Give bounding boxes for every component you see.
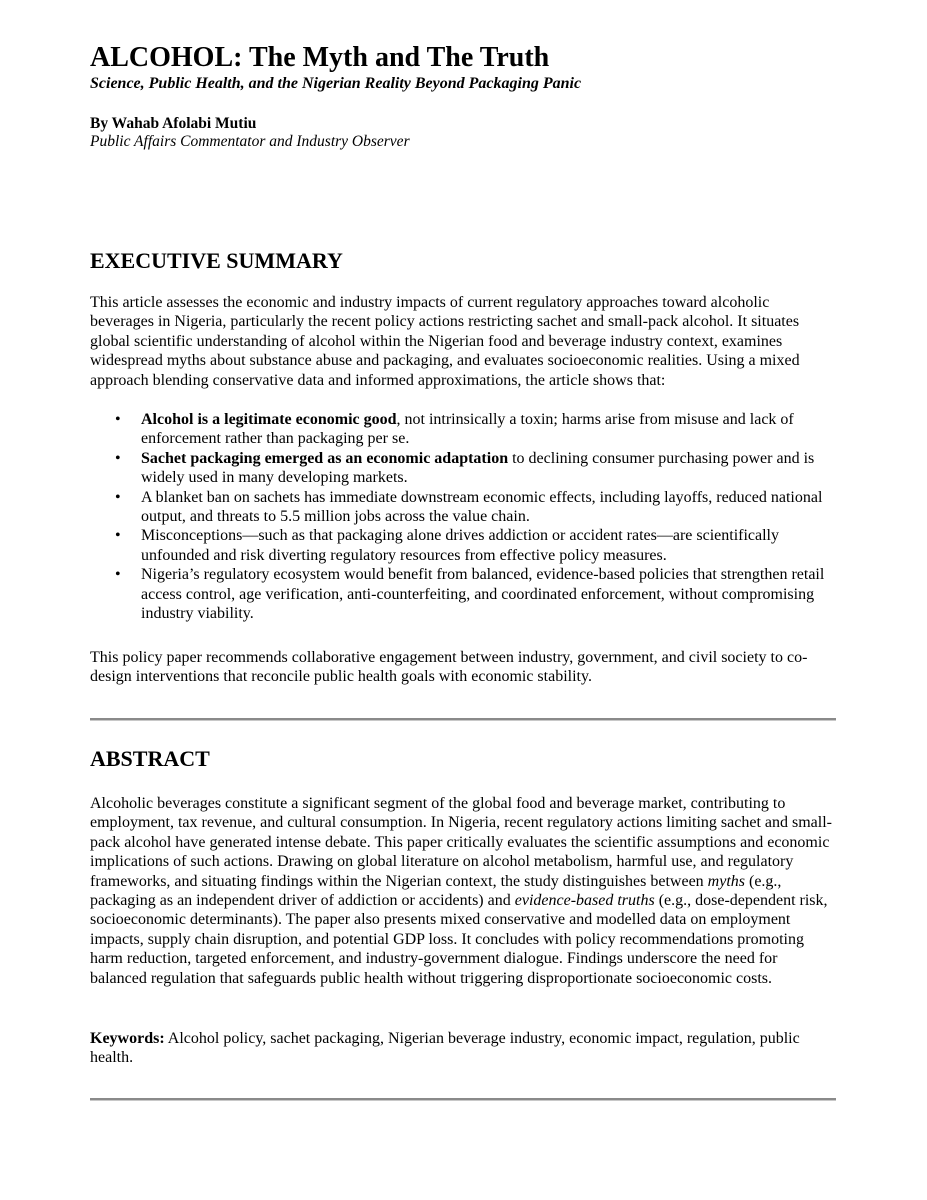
- executive-summary-closing: This policy paper recommends collaborative engagement between industry, government, and civil society to co-design interventions that reconcile public health goals with economic stability.: [90, 649, 808, 686]
- bullet-item: [90, 410, 836, 449]
- bullet-text: Nigeria’s regulatory ecosystem would benefit from balanced, evidence-based policies that strengthen retail access control, age verification, anti-counterfeiting, and coordinated enforcement, without compromising industry viability.: [141, 566, 825, 623]
- abstract-text: (e.g., packaging as an independent driver of addiction or accidents) and: [90, 872, 782, 910]
- executive-summary-heading: EXECUTIVE SUMMARY: [90, 248, 343, 273]
- document-subtitle: Science, Public Health, and the Nigerian Reality Beyond Packaging Panic: [90, 75, 582, 92]
- abstract-text: (e.g., dose-dependent risk, socioeconomic determinants). The paper also presents mixed conservative and modelled data on employment impacts, supply chain disruption, and potential GDP loss. It concludes with policy recommendations promoting harm reduction, targeted enforcement, and industry-government dialogue. Findings underscore the need for balanced regulation that safeguards public health without triggering disproportionate socioeconomic costs.: [90, 892, 828, 987]
- bullet-item: [90, 526, 836, 565]
- executive-summary-intro: This article assesses the economic and industry impacts of current regulatory approaches toward alcoholic beverages in Nigeria, particularly the recent policy actions restricting sachet and small-pack alcohol. It situates global scientific understanding of alcohol within the Nigerian food and beverage industry context, examines widespread myths about substance abuse and packaging, and evaluates socioeconomic realities. Using a mixed approach blending conservative data and informed approximations, the article shows that:: [90, 294, 800, 389]
- bullet-text: Misconceptions—such as that packaging alone drives addiction or accident rates—are scientifically unfounded and risk diverting regulatory resources from effective policy measures.: [141, 527, 779, 564]
- bullet-item: [90, 488, 836, 527]
- bullet-bold-text: Sachet packaging emerged as an economic adaptation: [141, 449, 509, 467]
- bullet-glyph: •: [115, 527, 121, 545]
- bullet-text: , not intrinsically a toxin; harms arise from misuse and lack of enforcement rather than packaging per se.: [141, 411, 794, 448]
- executive-summary-bullets: [90, 410, 836, 623]
- abstract-myths-term: myths: [707, 872, 745, 890]
- bullet-glyph: •: [115, 488, 121, 506]
- bullet-glyph: •: [115, 411, 121, 428]
- bullet-text: A blanket ban on sachets has immediate downstream economic effects, including layoffs, reduced national output, and threats to 5.5 million jobs across the value chain.: [141, 488, 823, 526]
- abstract-text: Alcoholic beverages constitute a significant segment of the global food and beverage market, contributing to employment, tax revenue, and cultural consumption. In Nigeria, recent regulatory actions limiting sachet and small-pack alcohol have generated intense debate. This paper critically evaluates the scientific assumptions and economic implications of such actions. Drawing on global literature on alcohol metabolism, harmful use, and regulatory frameworks, and situating findings within the Nigerian context, the study distinguishes between: [90, 795, 832, 890]
- keywords-label: Keywords:: [90, 1030, 165, 1047]
- bullet-bold-text: Alcohol is a legitimate economic good: [141, 411, 397, 428]
- section-divider: [90, 718, 836, 721]
- bullet-glyph: •: [115, 449, 121, 467]
- abstract-truths-term: evidence-based truths: [514, 892, 655, 910]
- author-role: Public Affairs Commentator and Industry Observer: [90, 133, 410, 150]
- abstract-heading: ABSTRACT: [90, 746, 210, 771]
- bullet-glyph: •: [115, 566, 121, 584]
- author-byline: By Wahab Afolabi Mutiu: [90, 115, 257, 132]
- bullet-item: [90, 565, 836, 623]
- bullet-text: to declining consumer purchasing power and is widely used in many developing markets.: [141, 449, 815, 487]
- keywords-text: Alcohol policy, sachet packaging, Nigerian beverage industry, economic impact, regulation, public health.: [90, 1030, 800, 1067]
- abstract-body: [90, 794, 836, 988]
- keywords-line: [90, 1029, 836, 1068]
- document-title: ALCOHOL: The Myth and The Truth: [90, 42, 550, 73]
- bullet-item: [90, 449, 836, 488]
- section-divider: [90, 1098, 836, 1101]
